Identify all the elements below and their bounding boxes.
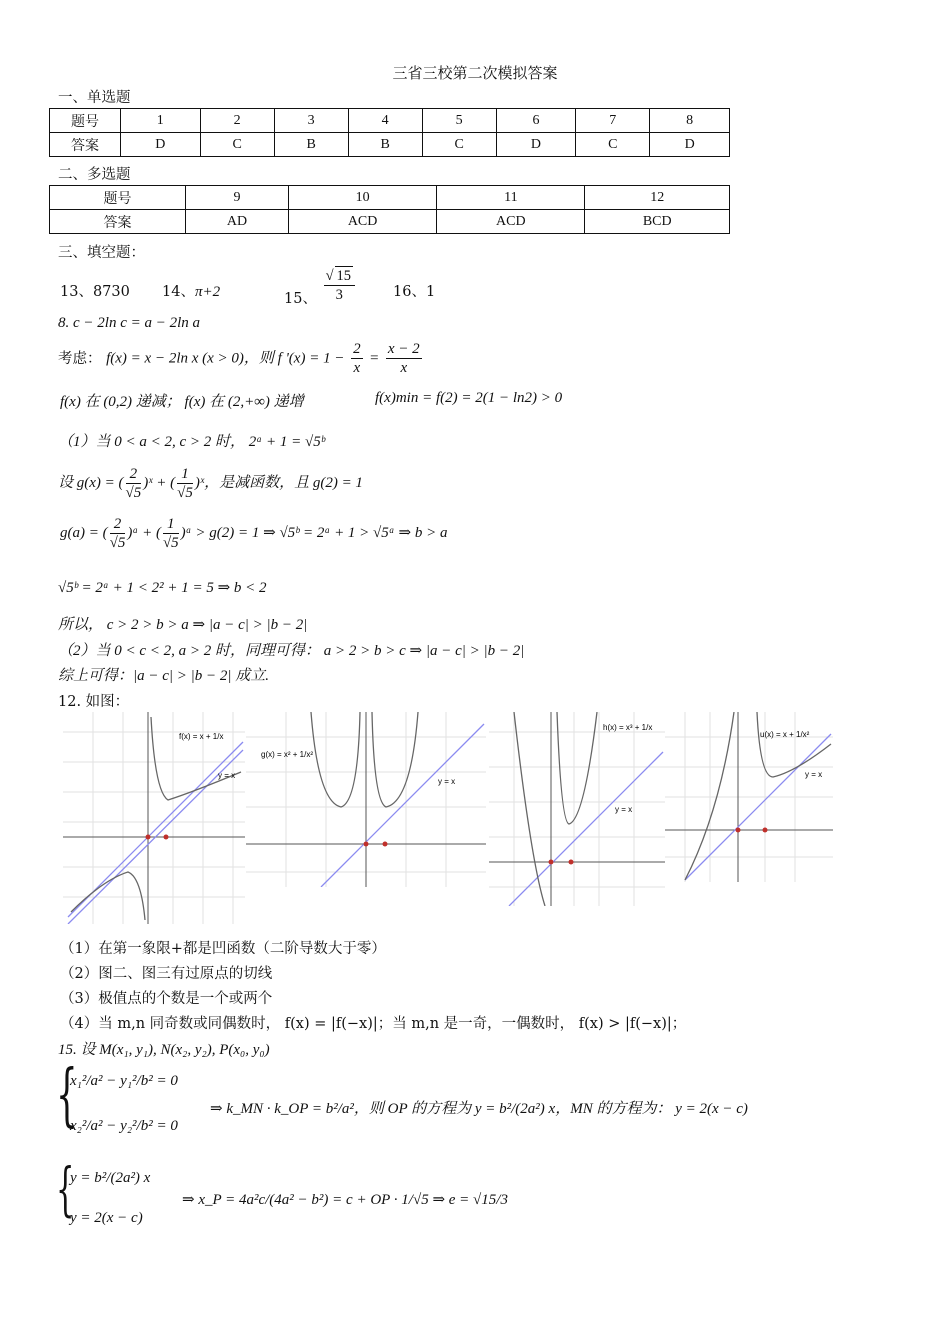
single-choice-table bbox=[49, 108, 730, 157]
graph-g bbox=[246, 712, 486, 887]
table-cell: 6 bbox=[496, 109, 576, 133]
graph-line-label: y = x bbox=[615, 805, 633, 814]
sol15-result1: ⇒ k_MN · k_OP = b²/a²，则 OP 的方程为 y = b²/(2a²) x，MN 的方程为： y = 2(x − c) bbox=[210, 1101, 748, 1117]
table-header-cell: 答案 bbox=[50, 210, 186, 234]
sol12-note-1: （1）在第一象限+都是凹函数（二阶导数大于零） bbox=[60, 941, 386, 957]
g-def-suffix: )ˣ，是减函数，且 g(2) = 1 bbox=[194, 474, 363, 491]
sol12-note-4: （4）当 m,n 同奇数或同偶数时， f(x) = |f(−x)|；当 m,n 是一奇，一偶数时， f(x) > |f(−x)|； bbox=[60, 1016, 687, 1032]
graph-label: g(x) = x² + 1/x² bbox=[261, 750, 314, 759]
answer-14-value: π+2 bbox=[194, 284, 221, 300]
graph-label: h(x) = x³ + 1/x bbox=[603, 723, 653, 732]
table-cell: 4 bbox=[348, 109, 422, 133]
sol8-inequality: √5ᵇ = 2ᵃ + 1 < 2² + 1 = 5 ⇒ b < 2 bbox=[58, 580, 267, 596]
frac-denominator: x bbox=[400, 360, 408, 376]
table-cell: D bbox=[121, 133, 201, 157]
sol8-heading: 8. c − 2ln c = a − 2ln a bbox=[58, 315, 201, 331]
section-fill-in: 三、填空题： bbox=[58, 245, 145, 261]
sol12-note-2: （2）图二、图三有过原点的切线 bbox=[60, 966, 273, 982]
graph-label: u(x) = x + 1/x² bbox=[760, 730, 810, 739]
section-single-choice: 一、单选题 bbox=[58, 90, 131, 106]
sol8-case2: （2）当 0 < c < 2, a > 2 时，同理可得： a > 2 > b > c ⇒ |a − c| > |b − 2| bbox=[58, 643, 525, 659]
frac-numerator: 2 bbox=[126, 465, 142, 484]
table-cell: BCD bbox=[585, 210, 730, 234]
frac-numerator: 1 bbox=[163, 515, 179, 534]
sol8-g-of-a bbox=[60, 515, 447, 552]
sol8-consider bbox=[58, 340, 424, 377]
graph-line-label: y = x bbox=[218, 771, 236, 780]
table-cell: C bbox=[576, 133, 650, 157]
table-cell: ACD bbox=[437, 210, 585, 234]
ga-suffix: )ᵃ > g(2) = 1 ⇒ √5ᵇ = 2ᵃ + 1 > √5ᵃ ⇒ b > a bbox=[180, 524, 448, 541]
sol15-heading: 15. 设 M(x₁, y₁), N(x₂, y₂), P(x₀, y₀) bbox=[58, 1042, 270, 1058]
answer-13: 13、8730 bbox=[60, 284, 130, 300]
sol12-note-3: （3）极值点的个数是一个或两个 bbox=[60, 991, 273, 1007]
frac-numerator: x − 2 bbox=[387, 341, 420, 357]
table-cell: C bbox=[200, 133, 274, 157]
graph-label: f(x) = x + 1/x bbox=[179, 732, 224, 741]
graph-line-label: y = x bbox=[805, 770, 823, 779]
sol8-conclusion: 综上可得：|a − c| > |b − 2| 成立. bbox=[58, 668, 270, 684]
table-cell: 12 bbox=[585, 186, 730, 210]
sol15-system1-eq2: x₂²/a² − y₂²/b² = 0 bbox=[70, 1118, 178, 1134]
sol8-so: 所以， c > 2 > b > a ⇒ |a − c| > |b − 2| bbox=[58, 617, 308, 633]
consider-label: 考虑： bbox=[58, 350, 102, 367]
answer-14 bbox=[162, 280, 220, 301]
table-header-cell: 答案 bbox=[50, 133, 121, 157]
g-def-prefix: 设 g(x) = ( bbox=[58, 474, 124, 491]
graph-line-label: y = x bbox=[438, 777, 456, 786]
frac-numerator: 2 bbox=[110, 515, 126, 534]
sol12-heading: 12. 如图： bbox=[58, 694, 130, 710]
answer-15: 15、 $\frac{√ 15}{3}$ bbox=[284, 266, 357, 304]
frac-denominator: x bbox=[353, 360, 361, 376]
table-cell: D bbox=[650, 133, 730, 157]
brace: { bbox=[56, 1155, 75, 1223]
equals-sign: = bbox=[369, 350, 380, 367]
section-multi-choice: 二、多选题 bbox=[58, 167, 131, 183]
table-cell: B bbox=[274, 133, 348, 157]
table-header-cell: 题号 bbox=[50, 186, 186, 210]
table-cell: 11 bbox=[437, 186, 585, 210]
answer-15-label: 15、 bbox=[284, 291, 317, 307]
frac-numerator: 2 bbox=[353, 341, 361, 357]
multi-choice-table bbox=[49, 185, 730, 234]
table-cell: B bbox=[348, 133, 422, 157]
sol8-min-value: f(x)min = f(2) = 2(1 − ln2) > 0 bbox=[375, 390, 563, 406]
table-row bbox=[50, 186, 730, 210]
sol15-system1-eq1: x₁²/a² − y₁²/b² = 0 bbox=[70, 1073, 178, 1089]
sol15-result2: ⇒ x_P = 4a²c/(4a² − b²) = c + OP · 1/√5 ⇒ e = √15/3 bbox=[182, 1192, 508, 1208]
table-cell: 1 bbox=[121, 109, 201, 133]
table-row bbox=[50, 133, 730, 157]
table-cell: 7 bbox=[576, 109, 650, 133]
answer-15-denominator: 3 bbox=[335, 287, 343, 303]
table-cell: 8 bbox=[650, 109, 730, 133]
table-cell: 3 bbox=[274, 109, 348, 133]
frac-denominator: √5 bbox=[177, 485, 193, 501]
g-def-middle: )ˣ + ( bbox=[143, 474, 176, 491]
table-row bbox=[50, 109, 730, 133]
frac-numerator: 1 bbox=[177, 465, 193, 484]
table-header-cell: 题号 bbox=[50, 109, 121, 133]
sol8-case1: （1）当 0 < a < 2, c > 2 时， 2ᵃ + 1 = √5ᵇ bbox=[58, 434, 325, 450]
answer-14-label: 14、 bbox=[162, 284, 195, 300]
sol8-monotonicity: f(x) 在 (0,2) 递减； f(x) 在 (2,+∞) 递增 bbox=[60, 394, 304, 410]
ga-prefix: g(a) = ( bbox=[60, 524, 108, 541]
table-cell: AD bbox=[186, 210, 289, 234]
table-cell: ACD bbox=[288, 210, 436, 234]
ga-middle: )ᵃ + ( bbox=[127, 524, 161, 541]
table-cell: 10 bbox=[288, 186, 436, 210]
table-cell: D bbox=[496, 133, 576, 157]
table-cell: 5 bbox=[422, 109, 496, 133]
sol15-system2-eq1: y = b²/(2a²) x bbox=[70, 1170, 151, 1186]
answer-16: 16、1 bbox=[393, 284, 436, 300]
sol8-g-definition bbox=[58, 465, 363, 502]
table-cell: C bbox=[422, 133, 496, 157]
frac-denominator: √5 bbox=[125, 485, 142, 501]
table-cell: 2 bbox=[200, 109, 274, 133]
graph-u bbox=[665, 712, 833, 882]
page-title: 三省三校第二次模拟答案 bbox=[392, 64, 558, 82]
graph-f bbox=[63, 712, 245, 924]
table-row bbox=[50, 210, 730, 234]
frac-denominator: √5 bbox=[162, 535, 179, 551]
table-cell: 9 bbox=[186, 186, 289, 210]
answer-15-numerator: 15 bbox=[336, 268, 352, 284]
brace: { bbox=[56, 1056, 78, 1135]
sol15-system2-eq2: y = 2(x − c) bbox=[70, 1210, 143, 1226]
derivative-text: f(x) = x − 2ln x (x > 0)，则 f '(x) = 1 − bbox=[106, 350, 345, 367]
graph-h bbox=[489, 712, 665, 906]
frac-denominator: √5 bbox=[109, 535, 126, 551]
